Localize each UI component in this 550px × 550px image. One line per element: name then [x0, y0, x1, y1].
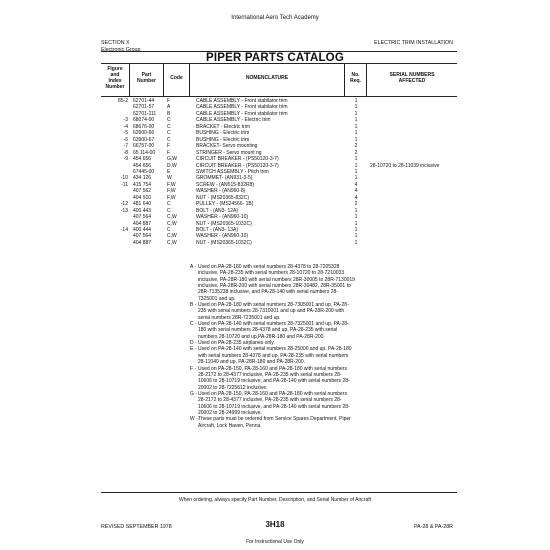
table-row [0, 137, 550, 143]
code-cell: F [167, 149, 171, 156]
part-number-cell: 404 887 [133, 220, 152, 227]
aircraft-models: PA-28 & PA-28R [414, 524, 453, 530]
quantity-cell: 1 [354, 214, 358, 221]
part-number-cell: 67445-00 [133, 168, 155, 175]
code-cell: F [167, 143, 171, 150]
table-row [0, 143, 550, 149]
code-cell: C,W [167, 214, 177, 221]
part-number-cell: 407 564 [133, 214, 152, 221]
quantity-cell: 2 [354, 201, 358, 208]
code-cell: W [167, 175, 172, 182]
table-row [0, 233, 550, 239]
nomenclature-cell: WASHER - (AN960-10) [196, 233, 249, 240]
nomenclature-cell: SCREW - (AN515-832R8) [196, 181, 255, 188]
part-number-cell: 407 564 [133, 233, 152, 240]
part-number-cell: 68074-00 [133, 117, 155, 124]
figure-index-cell: -14 [120, 227, 128, 233]
table-row [0, 195, 550, 201]
header-serial [367, 72, 457, 84]
part-number-cell: 62701-44 [133, 98, 155, 104]
quantity-cell: 1 [354, 117, 358, 124]
catalog-title: PIPER PARTS CATALOG [206, 52, 344, 64]
code-cell: G,W [167, 156, 177, 163]
part-number-cell: 400 444 [133, 227, 152, 233]
header-code: Code [170, 75, 183, 81]
footnote-text: Used on PA-28-150, PA-28-160 and PA-28-180 with serial numbers 28-2172 to 28-4377 inclusive, PA-28-235 with serial numbers 28-10606 to 28-10719 inclusive, and PA-28-140 with serial numbers 28-20002 to 28-7225612 inclusive. [198, 365, 350, 391]
nomenclature-cell: PULLEY - (MS24566- 1B) [196, 201, 254, 208]
code-cell: C,W [167, 239, 177, 246]
table-row [0, 169, 550, 175]
nomenclature-cell: STRINGER - Servo mount ng [196, 149, 262, 156]
nomenclature-cell: NUT - (MS20365-1032C) [196, 220, 252, 227]
nomenclature-cell: BOLT - (AN3- 12A) [196, 207, 239, 214]
quantity-cell: 4 [354, 194, 358, 201]
table-row [0, 182, 550, 188]
header-figure [101, 66, 129, 90]
footnote [190, 346, 355, 365]
code-cell: B [167, 110, 171, 117]
part-number-cell: 481 640 [133, 201, 152, 208]
header-top-rule [101, 63, 457, 64]
quantity-cell: 1 [354, 110, 358, 117]
header-figure-line: Figure [107, 66, 123, 72]
part-number-cell: 404 887 [133, 239, 152, 246]
header-figure-line: and [110, 72, 120, 79]
part-number-cell: 68676-00 [133, 123, 155, 130]
figure-index-cell: -7 [123, 143, 128, 150]
footnote-letter: E - [190, 346, 197, 353]
nomenclature-cell: WASHER - (AN960-8) [196, 188, 246, 195]
table-row [0, 221, 550, 227]
header-req-line: Req. [350, 78, 361, 85]
section-group: Electronic Group [101, 46, 141, 53]
part-number-cell: 404 910 [133, 194, 152, 201]
figure-index-cell: -5 [123, 130, 128, 137]
quantity-cell: 4 [354, 181, 358, 188]
figure-index-cell: -9 [123, 156, 128, 163]
table-row [0, 111, 550, 117]
footnote [190, 391, 355, 416]
figure-index-cell: -8 [123, 149, 128, 156]
code-cell: F [167, 98, 171, 104]
quantity-cell: 1 [354, 239, 358, 246]
part-number-cell: 400 443 [133, 207, 152, 214]
header-req-line: No. [351, 72, 360, 78]
nomenclature-cell: CIRCUIT BREAKER - (PS50120-3-7) [196, 156, 279, 163]
academy-header: International Aero Tech Academy [231, 15, 319, 21]
nomenclature-cell: CIRCUIT BREAKER - (PS50120-3-7) [196, 162, 279, 169]
footnote [190, 302, 355, 321]
footnote-text: These parts must be ordered from Service Spares Department, Piper Aircraft, Lock Haven, Penna. [198, 416, 351, 429]
table-row [0, 156, 550, 162]
figure-index-cell: -11 [121, 181, 128, 188]
quantity-cell: 1 [354, 168, 358, 175]
figure-index-cell: -10 [120, 175, 128, 182]
table-row [0, 175, 550, 181]
part-number-cell: 407 562 [133, 188, 152, 195]
nomenclature-cell: BRACKET- Servo mounting [196, 143, 258, 150]
footnote-letter: D - [190, 340, 197, 347]
footnote-text: Used on PA-28-140 with serial numbers 28-7325001 and up, PA-28-180 with serial numbers 28-4378 and up, PA-28-235 with serial numbers 28-10720 and up,PA-28R-180 and PA-28R-200 [198, 321, 349, 340]
part-number-cell: 66757-00 [133, 143, 155, 150]
code-cell: C [167, 207, 171, 214]
serial-numbers-cell: 28-10720 to 28-11039 inclusive [370, 162, 440, 169]
part-number-cell: 63900-66 [133, 130, 155, 137]
code-cell: F,W [167, 188, 176, 195]
part-number-cell: 65 114-00 [133, 149, 156, 156]
part-number-cell: 62701-111 [133, 110, 157, 117]
page-number: 3H18 [265, 520, 285, 529]
header-serial-line: AFFECTED [398, 78, 426, 85]
footnote-text: Used on PA-28-180 with serial numbers 28-4378 to 28-7205328 inclusive, PA-28-235 with serial numbers 28-10720 to 28-7210033 inclusive, PA-28R-180 with serial numbers 28R-30005 to 28R-7130019 inclusive, PA-28R-200 with serial numbers 28R-30482, 28R-35001 to 28R-7135238 inclusive, and PA-28-140 with serial numbers 28-7325001 and up. [198, 264, 355, 302]
table-row [0, 208, 550, 214]
part-number-cell: 454 656 [133, 156, 152, 163]
part-number-cell: 62701-57 [133, 104, 155, 111]
table-row [0, 130, 550, 136]
header-req [345, 72, 366, 84]
footnote-text: Used on PA-28-140 with serial numbers 28-25000 and up. PA-28-180 with serial numbers 28-4378 and up, PA-28-235 with serial numbers 28-11040 and up, PA-28R-180 and PA-28R-200. [198, 346, 352, 366]
figure-index-cell: -3 [123, 117, 128, 124]
code-cell: F,W [167, 181, 176, 188]
footnote-letter: F - [190, 365, 197, 372]
code-cell: C,W [167, 220, 177, 227]
quantity-cell: 2 [354, 143, 358, 150]
table-row [0, 227, 550, 233]
figure-index-cell: -4 [123, 123, 128, 130]
figure-index-cell: -6 [123, 136, 128, 143]
footnote-letter: C - [190, 321, 197, 328]
quantity-cell: 1 [354, 156, 358, 163]
quantity-cell: 1 [354, 136, 358, 143]
quantity-cell: 1 [354, 233, 358, 240]
quantity-cell: 1 [354, 123, 358, 130]
nomenclature-cell: CABLE ASSEMBLY - Front stabilator trim [196, 110, 288, 117]
footnote-letter: G - [190, 390, 197, 397]
bottom-rule [101, 492, 457, 493]
part-number-cell: 434 126 [133, 175, 152, 182]
quantity-cell: 1 [354, 130, 358, 137]
code-cell: D,W [167, 162, 177, 169]
code-cell: C [167, 201, 171, 208]
header-part-line: Part [141, 72, 152, 78]
footnote-letter: W - [190, 416, 198, 423]
header-part-number [130, 72, 163, 84]
header-part-line: Number [137, 78, 156, 85]
table-row [0, 124, 550, 130]
figure-index-cell: 85-2 [117, 98, 128, 104]
quantity-cell: 1 [354, 175, 358, 182]
nomenclature-cell: BUSHING - Electric trim [196, 130, 250, 137]
quantity-cell: 1 [354, 220, 358, 227]
part-number-cell: 454 656 [133, 162, 152, 169]
header-figure-line: Number [105, 84, 125, 91]
table-row [0, 150, 550, 156]
nomenclature-cell: BUSHING - Electric trim [196, 136, 250, 143]
table-row [0, 104, 550, 110]
nomenclature-cell: CABLE ASSEMBLY - Front stabilator trim [196, 104, 288, 111]
code-cell: C [167, 117, 171, 124]
figure-index-cell: -13 [120, 207, 128, 214]
code-cell: F,W [167, 194, 176, 201]
quantity-cell: 1 [354, 162, 358, 169]
quantity-cell: 1 [354, 98, 358, 104]
code-cell: C [167, 227, 171, 233]
quantity-cell: 2 [354, 149, 358, 156]
table-row [0, 117, 550, 123]
part-number-cell: 415 754 [133, 181, 152, 188]
footnote [190, 366, 355, 391]
nomenclature-cell: NUT - (MS20365-832C) [196, 194, 249, 201]
nomenclature-cell: NUT - (MS20365-1032C) [196, 239, 252, 246]
nomenclature-cell: CABLE ASSEMBLY - Front stabilator trim [196, 98, 288, 104]
table-row [0, 201, 550, 207]
section-title: ELECTRIC TRIM INSTALLATION [374, 40, 453, 46]
nomenclature-cell: BOLT - (AN3- 13A) [196, 227, 239, 233]
table-row [0, 240, 550, 246]
figure-index-cell: -12 [120, 201, 128, 208]
footnote-letter: B - [190, 302, 197, 309]
nomenclature-cell: GROMMET- (AN931-3-5) [196, 175, 253, 182]
code-cell: C [167, 123, 171, 130]
footnote-letter: A - [190, 264, 197, 270]
header-nomenclature: NOMENCLATURE [245, 75, 289, 81]
quantity-cell: 1 [354, 104, 358, 111]
code-cell: C [167, 136, 171, 143]
quantity-cell: 1 [354, 207, 358, 214]
notes-block [190, 264, 355, 429]
footnote-text: Used on PA-28-235 airplanes only. [198, 340, 275, 347]
table-row [0, 98, 550, 104]
quantity-cell: 1 [354, 227, 358, 233]
footnote [190, 416, 355, 429]
ordering-note: When ordering, always specify Part Number, Description, and Serial Number of Aircraft [178, 497, 372, 503]
code-cell: C,W [167, 233, 177, 240]
table-row [0, 163, 550, 169]
header-figure-line: Index [108, 78, 122, 85]
nomenclature-cell: BRACKET - Electric trim [196, 123, 251, 130]
instructional-use-note: For Instructional Use Only [246, 539, 304, 545]
quantity-cell: 4 [354, 188, 358, 195]
nomenclature-cell: WASHER - (AN960-10) [196, 214, 249, 221]
header-bottom-rule [101, 96, 457, 97]
nomenclature-cell: CABLE ASSEMBLY - Electric trim [196, 117, 271, 124]
section-number: SECTION X [101, 40, 130, 46]
table-row [0, 188, 550, 194]
table-row [0, 214, 550, 220]
revision-date: REVISED SEPTEMBER 1978 [101, 524, 172, 530]
footnote [190, 321, 355, 340]
footnote-text: Used on PA-28-180 with serial numbers 28-7305001 and up, PA-28-235 with serial numbers 28-7310001 and up and PA-28R-200 with serial numbers 28R-7235001 and up. [198, 302, 349, 321]
header-serial-line: SERIAL NUMBERS [389, 72, 435, 78]
nomenclature-cell: SWITCH ASSEMBLY - Pitch trim [196, 168, 269, 175]
code-cell: C [167, 130, 171, 137]
code-cell: A [167, 104, 171, 111]
footnote-text: Used on PA-28-150, PA-28-160 and PA-28-180 with serial numbers 28-2172 to 28-4377 inclusive, PA-28-235 with serial numbers 28-10606 to 28-10719 inclusive, and PA-28-140 with serial numbers 28-20002 to 28-24999 inclusive. [198, 390, 350, 416]
code-cell: E [167, 168, 171, 175]
footnote [190, 264, 355, 302]
part-number-cell: 63900-67 [133, 136, 155, 143]
